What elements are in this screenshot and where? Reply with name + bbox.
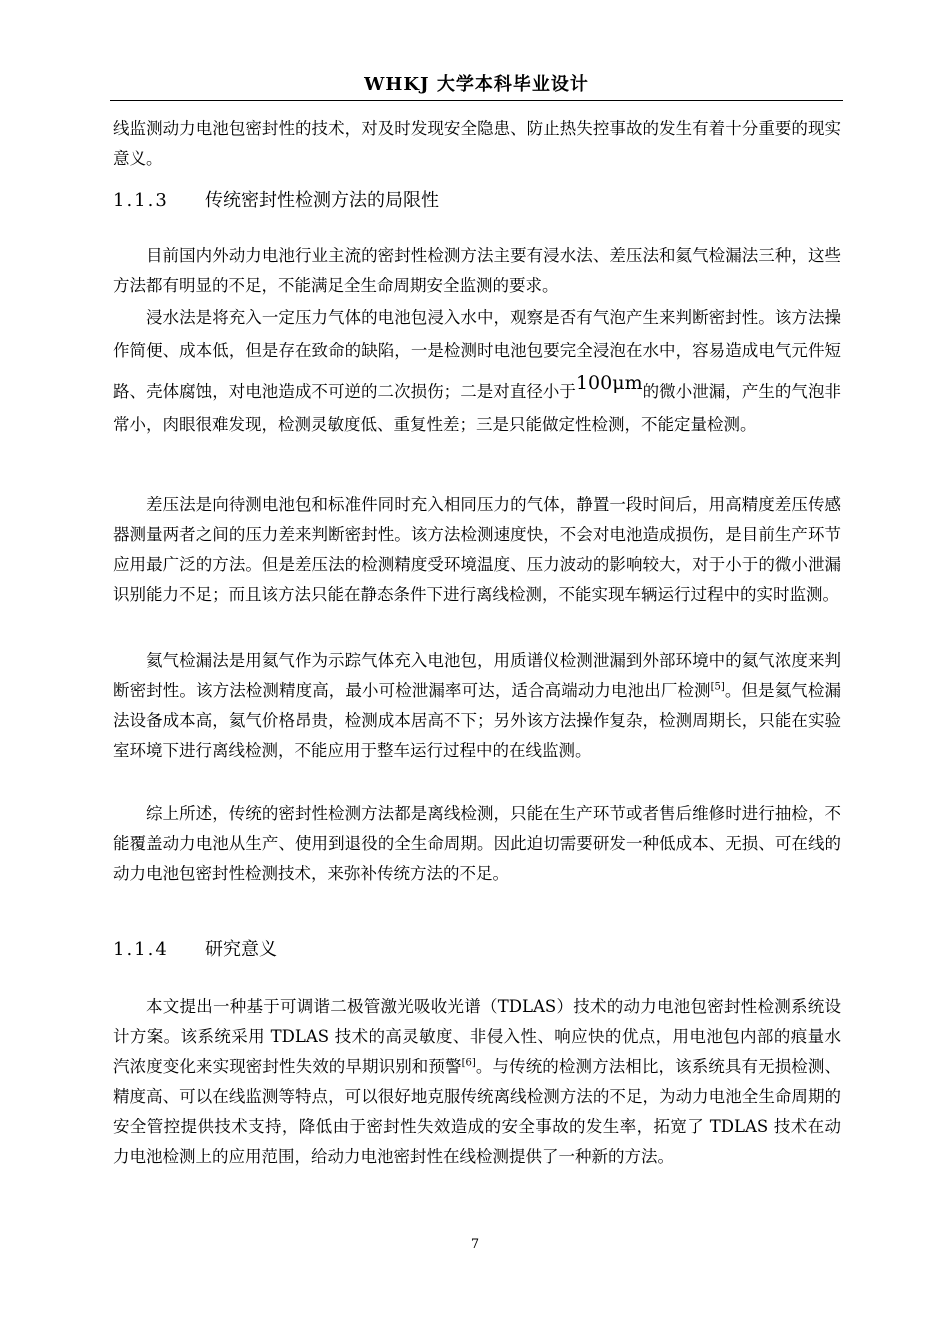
section-title: 传统密封性检测方法的局限性 bbox=[205, 190, 439, 211]
section-heading-1-1-4 bbox=[113, 935, 277, 965]
paragraph-text-part: 氦气检漏法是用氦气作为示踪气体充入电池包，用质谱仪检测泄漏到外部环境中的氦气浓度来判断密封性。该方法检测精度高，最小可检泄漏率可达，适合高端动力电池出厂检测 bbox=[113, 651, 841, 700]
paragraph-text: 差压法是向待测电池包和标准件同时充入相同压力的气体，静置一段时间后，用高精度差压传感器测量两者之间的压力差来判断密封性。该方法检测速度快，不会对电池造成损伤，是目前生产环节应用最广泛的方法。但是差压法的检测精度受环境温度、压力波动的影响较大，对于小于的微小泄漏识别能力不足；而且该方法只能在静态条件下进行离线检测，不能实现车辆运行过程中的实时监测。 bbox=[113, 495, 841, 604]
header-title: WHKJ 大学本科毕业设计 bbox=[364, 74, 589, 95]
paragraph-differential-pressure bbox=[113, 490, 841, 610]
paragraph-continued bbox=[113, 114, 841, 174]
paragraph-text: 线监测动力电池包密封性的技术，对及时发现安全隐患、防止热失控事故的发生有着十分重要的现实意义。 bbox=[113, 119, 841, 168]
paragraph-text bbox=[113, 992, 841, 1172]
math-expression: 100μm bbox=[575, 372, 643, 394]
paragraph-helium-leak bbox=[113, 646, 841, 766]
section-heading-1-1-3 bbox=[113, 186, 439, 216]
citation-ref: [5] bbox=[710, 681, 725, 693]
section-title: 研究意义 bbox=[205, 939, 277, 960]
section-number: 1.1.4 bbox=[113, 939, 169, 960]
paragraph-text-part: 浸水法是将充入一定压力气体的电池包浸入水中，观察是否有气泡产生来判断密封性。该方法操作简便、成本低，但是存在致命的缺陷，一是检测时电池包要完全浸泡在水中，容易造成电气元件短路、壳体腐蚀，对电池造成不可逆的二次损伤；二是对直径小于 bbox=[113, 308, 841, 401]
paragraph-text: 综上所述，传统的密封性检测方法都是离线检测，只能在生产环节或者售后维修时进行抽检，不能覆盖动力电池从生产、使用到退役的全生命周期。因此迫切需要研发一种低成本、无损、可在线的动力电池包密封性检测技术，来弥补传统方法的不足。 bbox=[113, 804, 841, 883]
paragraph-overview bbox=[113, 241, 841, 301]
paragraph-summary bbox=[113, 799, 841, 889]
paragraph-text-part: 本文提出一种基于可调谐二极管激光吸收光谱（TDLAS）技术的动力电池包密封性检测系统设计方案。该系统采用 TDLAS 技术的高灵敏度、非侵入性、响应快的优点，用电池包内部的痕量水汽浓度变化来实现密封性失效的早期识别和预警 bbox=[113, 997, 841, 1076]
paragraph-text-part: 。与传统的检测方法相比，该系统具有无损检测、精度高、可以在线监测等特点，可以很好地克服传统离线检测方法的不足，为动力电池全生命周期的安全管控提供技术支持，降低由于密封性失效造成的安全事故的发生率，拓宽了 TDLAS 技术在动力电池检测上的应用范围，给动力电池密封性在线检测提供了一种新的方法。 bbox=[113, 1057, 842, 1166]
paragraph-text bbox=[113, 302, 841, 441]
page-number: 7 bbox=[470, 1237, 480, 1252]
citation-ref: [6] bbox=[461, 1057, 476, 1069]
paragraph-text-part: 。但是氦气检漏法设备成本高，氦气价格昂贵，检测成本居高不下；另外该方法操作复杂，检测周期长，只能在实验室环境下进行离线检测，不能应用于整车运行过程中的在线监测。 bbox=[113, 681, 842, 760]
paragraph-text bbox=[113, 646, 841, 766]
paragraph-text: 目前国内外动力电池行业主流的密封性检测方法主要有浸水法、差压法和氦气检漏法三种，这些方法都有明显的不足，不能满足全生命周期安全监测的要求。 bbox=[113, 246, 841, 295]
paragraph-immersion-method bbox=[113, 302, 841, 441]
running-header bbox=[110, 70, 843, 101]
paragraph-research-significance bbox=[113, 992, 841, 1172]
paragraph-text-part: 的微小泄漏，产生的气泡非常小，肉眼很难发现，检测灵敏度低、重复性差；三是只能做定性检测，不能定量检测。 bbox=[113, 382, 842, 434]
section-number: 1.1.3 bbox=[113, 190, 169, 211]
